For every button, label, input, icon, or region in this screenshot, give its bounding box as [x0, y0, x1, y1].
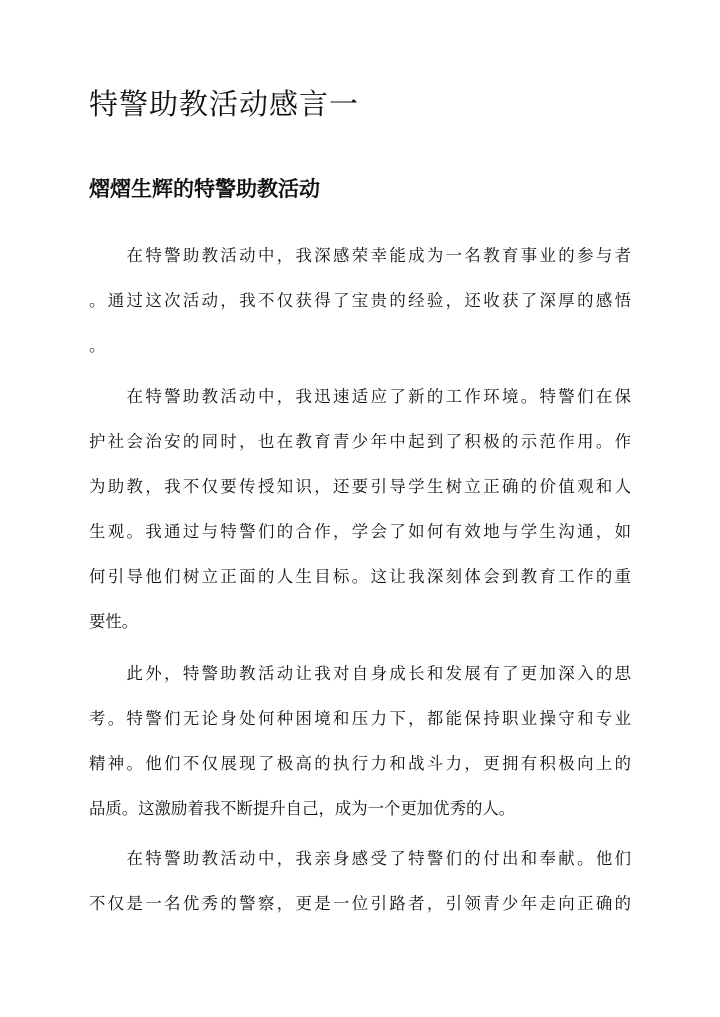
paragraph-2: [89, 374, 631, 644]
paragraph-line: 何引导他们树立正面的人生目标。这让我深刻体会到教育工作的重: [89, 567, 631, 586]
paragraph-line: 在特警助教活动中，我深感荣幸能成为一名教育事业的参与者: [89, 246, 631, 265]
paragraph-line: 不仅是一名优秀的警察，更是一位引路者，引领青少年走向正确的: [89, 894, 631, 913]
paragraph-1: [89, 233, 631, 368]
paragraph-line: 要性。: [89, 612, 139, 631]
paragraph-line: 护社会治安的同时，也在教育青少年中起到了积极的示范作用。作: [89, 432, 631, 451]
paragraph-line: 考。特警们无论身处何种困境和压力下，都能保持职业操守和专业: [89, 709, 631, 728]
paragraph-line: 在特警助教活动中，我迅速适应了新的工作环境。特警们在保: [89, 387, 631, 406]
paragraph-line: 此外，特警助教活动让我对自身成长和发展有了更加深入的思: [89, 664, 631, 683]
paragraph-line: 精神。他们不仅展现了极高的执行力和战斗力，更拥有积极向上的: [89, 754, 631, 773]
paragraph-line: 。: [89, 336, 106, 355]
paragraph-4: [89, 836, 631, 926]
paragraph-line: 生观。我通过与特警们的合作，学会了如何有效地与学生沟通，如: [89, 522, 631, 541]
page-title: 特警助教活动感言一: [89, 87, 360, 121]
paragraph-3: [89, 651, 631, 831]
paragraph-line: 。通过这次活动，我不仅获得了宝贵的经验，还收获了深厚的感悟: [89, 291, 631, 310]
paragraph-line: 在特警助教活动中，我亲身感受了特警们的付出和奉献。他们: [89, 849, 631, 868]
section-heading: 熠熠生辉的特警助教活动: [89, 176, 320, 201]
paragraph-line: 品质。这激励着我不断提升自己，成为一个更加优秀的人。: [89, 799, 516, 818]
paragraph-line: 为助教，我不仅要传授知识，还要引导学生树立正确的价值观和人: [89, 477, 631, 496]
